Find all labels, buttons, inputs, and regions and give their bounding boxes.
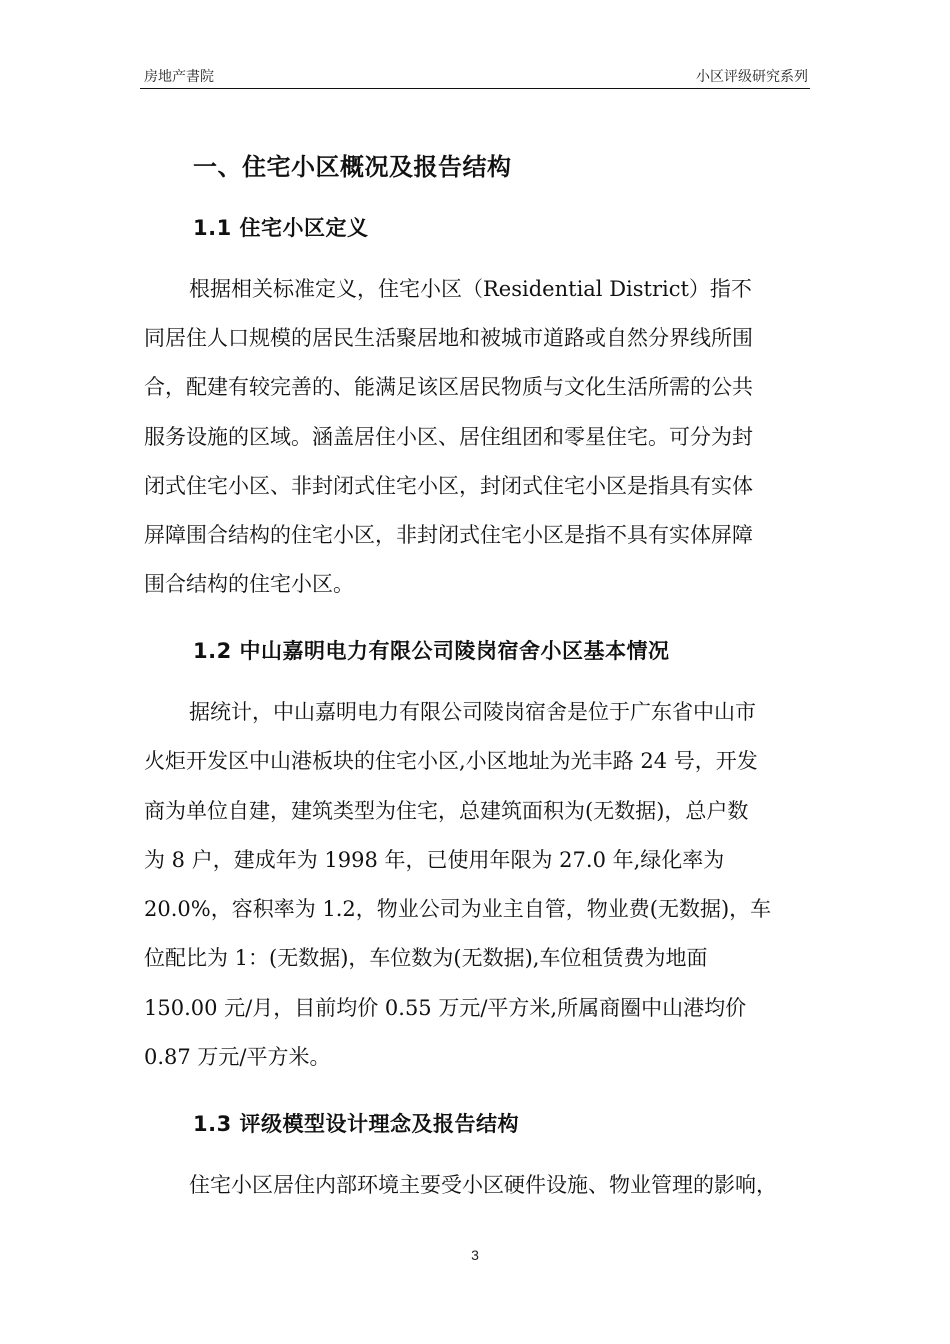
paragraph-line: 火炬开发区中山港板块的住宅小区,小区地址为光丰路 24 号，开发: [144, 749, 758, 773]
subsection-title-1-1: 1.1 住宅小区定义: [193, 216, 369, 240]
paragraph-line: 服务设施的区域。涵盖居住小区、居住组团和零星住宅。可分为封: [144, 425, 753, 449]
paragraph-line: 为 8 户，建成年为 1998 年，已使用年限为 27.0 年,绿化率为: [144, 848, 725, 872]
paragraph-line: 合，配建有较完善的、能满足该区居民物质与文化生活所需的公共: [144, 375, 753, 399]
paragraph-line: 0.87 万元/平方米。: [144, 1045, 331, 1069]
paragraph-line: 据统计，中山嘉明电力有限公司陵岗宿舍是位于广东省中山市: [189, 700, 756, 724]
paragraph-line: 位配比为 1：(无数据)，车位数为(无数据),车位租赁费为地面: [144, 946, 708, 970]
paragraph-line: 20.0%，容积率为 1.2，物业公司为业主自管，物业费(无数据)，车: [144, 897, 772, 921]
subsection-title-1-2: 1.2 中山嘉明电力有限公司陵岗宿舍小区基本情况: [193, 639, 670, 663]
paragraph-line: 150.00 元/月，目前均价 0.55 万元/平方米,所属商圈中山港均价: [144, 996, 747, 1020]
paragraph-line: 商为单位自建，建筑类型为住宅，总建筑面积为(无数据)，总户数: [144, 799, 749, 823]
page-number: 3: [471, 1247, 479, 1263]
section-title: 一、住宅小区概况及报告结构: [193, 153, 512, 181]
paragraph-line: 围合结构的住宅小区。: [144, 572, 354, 596]
paragraph-line: 闭式住宅小区、非封闭式住宅小区，封闭式住宅小区是指具有实体: [144, 474, 753, 498]
header-right-series: 小区评级研究系列: [696, 69, 808, 85]
paragraph-line: 住宅小区居住内部环境主要受小区硬件设施、物业管理的影响，: [189, 1173, 777, 1197]
paragraph-line: 根据相关标准定义，住宅小区（Residential District）指不: [189, 277, 752, 301]
header-divider: [140, 88, 810, 89]
paragraph-line: 同居住人口规模的居民生活聚居地和被城市道路或自然分界线所围: [144, 326, 753, 350]
paragraph-line: 屏障围合结构的住宅小区，非封闭式住宅小区是指不具有实体屏障: [144, 523, 753, 547]
header-left-brand: 房地产書院: [144, 69, 214, 85]
subsection-title-1-3: 1.3 评级模型设计理念及报告结构: [193, 1112, 520, 1136]
